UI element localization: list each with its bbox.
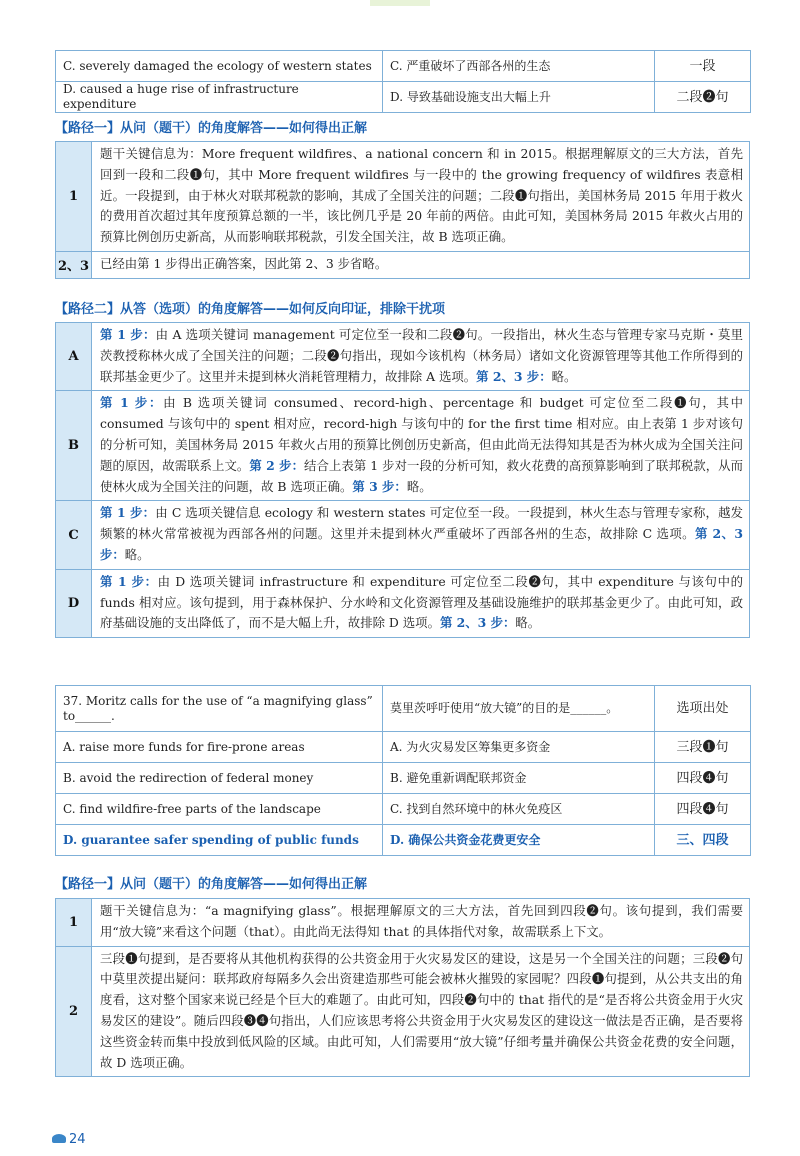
step-body: 结合上表第 1 步对一段的分析可知，救火花费的高预算影响到了联邦税款，从而使林火成为全国关注的问题，故 B 选项正确。 <box>100 457 744 494</box>
step-text: 题干关键信息为：More frequent wildfires、a national concern 和 in 2015。根据理解原文的三大方法，首先回到一段和二段❶句，其中 More frequent wildfires 与一段中的 the growing frequency of wildfires 表意相近。一段提到，由于林火对联邦税款的影响，其成了全国关注的问题；二段❶句指出，美国林务局 2015 年用于救火的费用首次超过其年度预算总额的一半，该比例几乎是 20 年前的两倍。由此可知，美国林务局 2015 年救火占用的预算比例创历史新高，从而影响联邦税款，引发全国关注，故 B 选项正确。 <box>92 142 750 252</box>
table-row <box>56 825 751 856</box>
option-source: 二段❷句 <box>655 82 751 113</box>
table-row <box>56 82 751 113</box>
table-row <box>56 794 751 825</box>
table-row <box>56 899 750 947</box>
step-marker: 第 1 步： <box>100 327 156 342</box>
option-source: 三段❶句 <box>655 732 751 763</box>
table-row <box>56 251 750 278</box>
route1-heading: 【路径一】从问（题干）的角度解答——如何得出正解 <box>55 877 368 892</box>
step-body: 略。 <box>551 368 577 384</box>
table-row <box>56 569 750 637</box>
option-zh: C. 严重破坏了西部各州的生态 <box>383 51 655 82</box>
page-footer <box>52 1132 86 1147</box>
table-row <box>56 763 751 794</box>
step-body: 略。 <box>406 478 432 494</box>
table-row <box>56 323 750 391</box>
source-header: 选项出处 <box>655 686 751 732</box>
table-row <box>56 686 751 732</box>
option-en: D. caused a huge rise of infrastructure expenditure <box>56 82 383 113</box>
option-source: 四段❹句 <box>655 794 751 825</box>
step-marker: 第 2、3 步： <box>439 615 516 631</box>
option-label: B <box>56 391 92 501</box>
step-text: 三段❶句提到，是否要将从其他机构获得的公共资金用于火灾易发区的建设，这是另一个全国关注的问题；三段❷句中莫里茨提出疑问：联邦政府每隔多久会出资建造那些可能会被林火摧毁的家园呢？四段❶句提到，从公共支出的角度看，这对整个国家来说已经是个巨大的难题了。由此可知，四段❷句中的 that 指代的是“是否将公共资金用于火灾易发区的建设”。随后四段❸❹句指出，人们应该思考将公共资金用于火灾易发区的建设这一做法是否正确，是否要将这些资金转而集中投放到低风险的区域。由此可知，人们需要用“放大镜”仔细考量并确保公共资金花费的安全问题，故 D 选项正确。 <box>92 946 750 1077</box>
step-text: 已经由第 1 步得出正确答案，因此第 2、3 步省略。 <box>92 251 750 278</box>
step-body: 由 C 选项关键信息 ecology 和 western states 可定位至一段。一段提到，林火生态与管理专家称，越发频繁的林火常常被视为西部各州的问题。这里并未提到林火严重破坏了西部各州的生态，故排除 C 选项。 <box>100 505 744 542</box>
step-marker: 第 1 步： <box>100 395 164 411</box>
q37-options-table <box>55 685 751 856</box>
step-marker: 第 2、3 步： <box>476 368 552 384</box>
step-marker: 第 1 步： <box>100 505 156 521</box>
table-row <box>56 391 750 501</box>
option-en: B. avoid the redirection of federal money <box>56 763 383 794</box>
table-row <box>56 142 750 252</box>
option-analysis <box>92 501 750 569</box>
step-body: 由 B 选项关键词 consumed、record-high、percentage 和 budget 可定位至二段❶句，其中 consumed 与该句中的 spent 相对应，record-high 与该句中的 for the first time 相对应。由上表第 1 步对该句的分析可知，美国林务局 2015 年救火占用的预算比例创历史新高，但由此尚无法得知其是否为林火成为全国关注问题的原因，故需联系上文。 <box>100 395 743 473</box>
step-marker: 第 1 步： <box>100 573 158 589</box>
route2-heading: 【路径二】从答（选项）的角度解答——如何反向印证，排除干扰项 <box>55 302 446 317</box>
option-analysis <box>92 391 750 501</box>
option-analysis <box>92 569 750 637</box>
step-marker: 第 3 步： <box>352 478 407 494</box>
step-marker: 第 2 步： <box>249 457 305 473</box>
step-marker: 第 2、3 步： <box>100 526 743 562</box>
q36-options-table <box>55 50 751 113</box>
step-text: 题干关键信息为：“a magnifying glass”。根据理解原文的三大方法，首先回到四段❷句。该句提到，我们需要用“放大镜”来看这个问题（that）。由此尚无法得知 that 的具体指代对象，故需联系上下文。 <box>92 899 750 947</box>
step-body: 略。 <box>124 546 150 562</box>
book-icon <box>52 1134 66 1143</box>
option-label: A <box>56 323 92 391</box>
option-en: C. severely damaged the ecology of western states <box>56 51 383 82</box>
option-label: C <box>56 501 92 569</box>
question-stem-en: 37. Moritz calls for the use of “a magnifying glass” to______. <box>56 686 383 732</box>
option-en: A. raise more funds for fire-prone areas <box>56 732 383 763</box>
option-zh: B. 避免重新调配联邦资金 <box>383 763 655 794</box>
option-label: D <box>56 569 92 637</box>
step-body: 略。 <box>515 615 541 631</box>
q36-route2-table <box>55 322 750 638</box>
correct-option-zh: D. 确保公共资金花费更安全 <box>383 825 655 856</box>
step-label: 1 <box>56 899 92 947</box>
step-label: 1 <box>56 142 92 252</box>
correct-option-en: D. guarantee safer spending of public funds <box>56 825 383 856</box>
option-analysis <box>92 323 750 391</box>
correct-option-source: 三、四段 <box>655 825 751 856</box>
option-en: C. find wildfire-free parts of the landscape <box>56 794 383 825</box>
option-zh: A. 为火灾易发区筹集更多资金 <box>383 732 655 763</box>
option-zh: D. 导致基础设施支出大幅上升 <box>383 82 655 113</box>
table-row <box>56 51 751 82</box>
page-number: 24 <box>69 1132 86 1147</box>
q36-route1-table <box>55 141 750 279</box>
step-body: 由 A 选项关键词 management 可定位至一段和二段❷句。一段指出，林火生态与管理专家马克斯・莫里茨教授称林火成了全国关注的问题；二段❷句指出，现如今该机构（林务局）诸如文化资源管理等其他工作所得到的联邦基金更少了。这里并未提到林火消耗管理精力，故排除 A 选项。 <box>100 327 743 384</box>
option-source: 一段 <box>655 51 751 82</box>
step-label: 2、3 <box>56 251 92 278</box>
question-stem-zh: 莫里茨呼吁使用“放大镜”的目的是______。 <box>383 686 655 732</box>
top-decoration <box>370 0 430 6</box>
step-label: 2 <box>56 946 92 1077</box>
option-source: 四段❹句 <box>655 763 751 794</box>
q37-route1-table <box>55 898 750 1077</box>
step-body: 由 D 选项关键词 infrastructure 和 expenditure 可定位至二段❷句，其中 expenditure 与该句中的 funds 相对应。该句提到，用于森林保护、分水岭和文化资源管理及基础设施维护的联邦基金更少了。由此可知，政府基础设施的支出降低了，而不是大幅上升，故排除 D 选项。 <box>100 573 744 631</box>
table-row <box>56 732 751 763</box>
option-zh: C. 找到自然环境中的林火免疫区 <box>383 794 655 825</box>
table-row <box>56 946 750 1077</box>
table-row <box>56 501 750 569</box>
route1-heading: 【路径一】从问（题干）的角度解答——如何得出正解 <box>55 121 368 136</box>
